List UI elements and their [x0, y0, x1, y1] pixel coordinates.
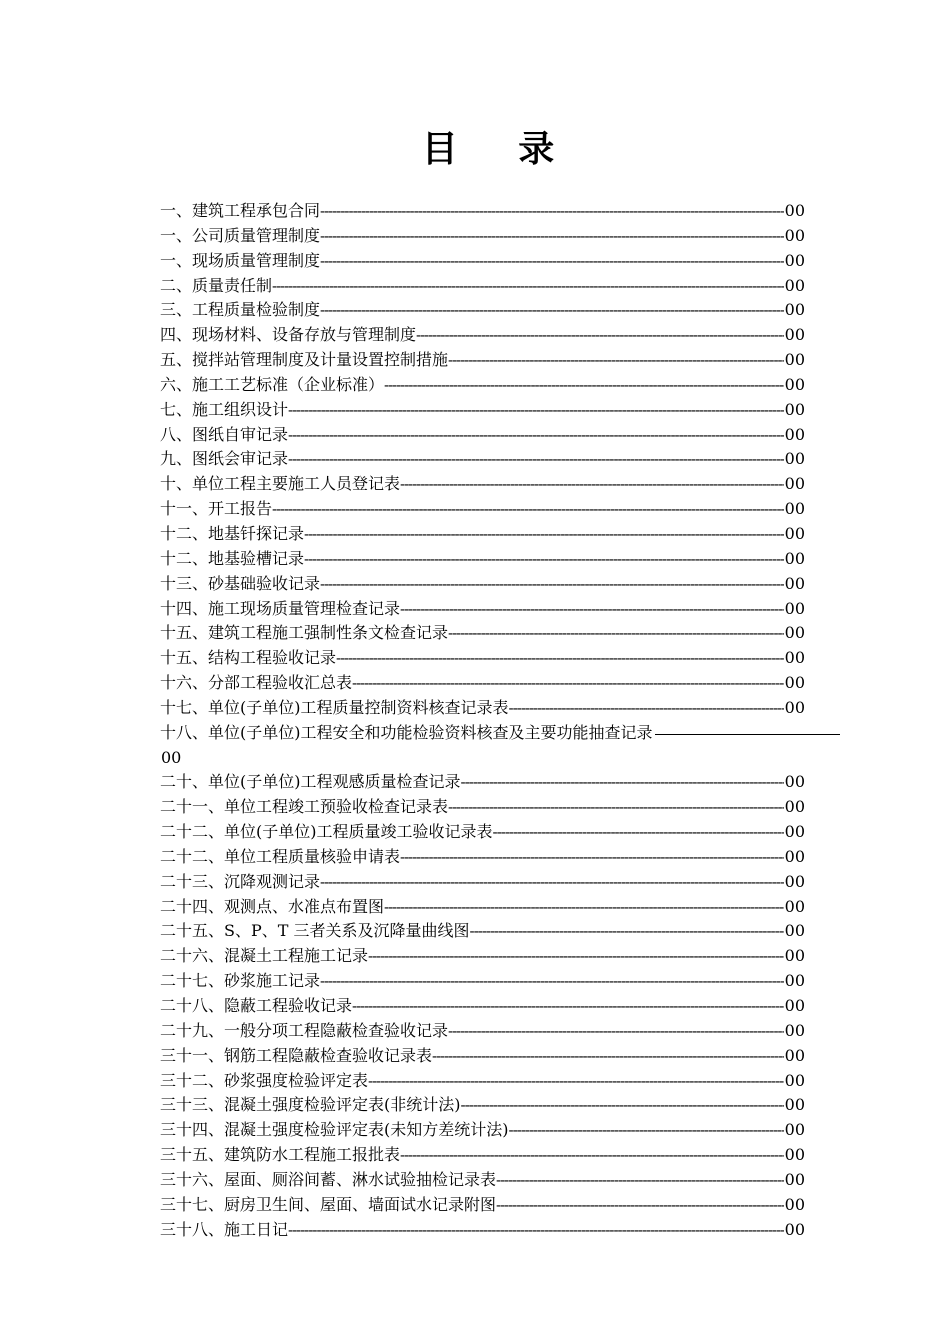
toc-entry-label: 二十一、单位工程竣工预验收检查记录表 [160, 797, 449, 817]
toc-entry [160, 348, 805, 373]
toc-entry-label: 三十二、砂浆强度检验评定表 [160, 1070, 369, 1090]
toc-entry [160, 1218, 805, 1243]
toc-entry-page: 00 [784, 846, 805, 866]
toc-entry-label: 二十七、砂浆施工记录 [160, 971, 321, 991]
toc-entry [160, 373, 805, 398]
toc-entry-page: 00 [784, 1095, 805, 1115]
toc-leader-dots [493, 820, 784, 845]
toc-entry-label: 十五、结构工程验收记录 [160, 648, 337, 668]
toc-entry [160, 323, 805, 348]
toc-entry-page: 00 [784, 350, 805, 370]
toc-entry [160, 1193, 805, 1218]
toc-leader-dots [461, 770, 784, 795]
toc-entry [160, 547, 805, 572]
toc-entry-page: 00 [784, 996, 805, 1015]
toc-leader-dots [304, 547, 784, 572]
toc-entry [160, 895, 805, 920]
toc-entry-page: 00 [784, 896, 805, 916]
toc-entry [160, 994, 805, 1019]
toc-entry-page: 00 [784, 499, 805, 519]
toc-entry [160, 1143, 805, 1168]
toc-entry [160, 597, 805, 622]
toc-leader-dots [288, 398, 784, 423]
toc-leader-dots [272, 497, 784, 522]
toc-entry-page: 00 [784, 648, 805, 668]
toc-entry-label: 三十八、施工日记 [160, 1219, 289, 1239]
toc-leader-dots [496, 1193, 784, 1218]
toc-entry-page: 00 [161, 747, 182, 767]
toc-leader-dots [400, 845, 784, 870]
toc-leader-dots [384, 895, 784, 920]
toc-leader-dots [320, 969, 784, 994]
toc-entry-label: 六、施工工艺标准（企业标准） [160, 374, 385, 394]
toc-entry-label: 一、建筑工程承包合同 [160, 201, 321, 220]
toc-entry [160, 969, 805, 994]
toc-entry [160, 820, 805, 845]
toc-entry [160, 398, 805, 423]
toc-leader-dots [448, 621, 784, 646]
toc-entry-page: 00 [784, 797, 805, 817]
toc-entry [160, 199, 805, 224]
toc-leader-dots [272, 274, 784, 299]
toc-entry-label: 三十七、厨房卫生间、屋面、墙面试水记录附图 [160, 1194, 497, 1214]
toc-entry-label: 三十五、建筑防水工程施工报批表 [160, 1145, 401, 1165]
toc-leader-dots [448, 795, 784, 820]
toc-leader-dots [368, 944, 784, 969]
toc-entry-label: 五、搅拌站管理制度及计量设置控制措施 [160, 350, 449, 370]
toc-entry-page: 00 [784, 523, 805, 543]
toc-leader-dots [400, 1143, 784, 1168]
toc-entry-label: 三十一、钢筋工程隐蔽检查验收记录表 [160, 1045, 433, 1065]
toc-entry-label: 三十三、混凝土强度检验评定表(非统计法) [160, 1095, 461, 1115]
toc-entry-page: 00 [784, 325, 805, 345]
toc-leader-dots [496, 1168, 784, 1193]
toc-entry-page: 00 [784, 474, 805, 494]
toc-entry [160, 919, 805, 944]
toc-entry [160, 1168, 805, 1193]
toc-entry-page: 00 [784, 946, 805, 966]
toc-leader-dots [320, 572, 784, 597]
toc-entry [160, 1019, 805, 1044]
toc-leader-dots [432, 1044, 784, 1069]
toc-entry-page: 00 [784, 300, 805, 320]
toc-leader-dots [352, 994, 784, 1019]
toc-entry-label: 三十六、屋面、厕浴间蓄、淋水试验抽检记录表 [160, 1169, 497, 1189]
toc-entry-page: 00 [784, 374, 805, 394]
toc-entry-label: 三、工程质量检验制度 [160, 300, 321, 320]
toc-entry-label: 九、图纸会审记录 [160, 449, 289, 469]
toc-entry-label: 二十六、混凝土工程施工记录 [160, 946, 369, 966]
toc-entry-page: 00 [784, 673, 805, 693]
toc-leader-dots [320, 224, 784, 249]
toc-entry-label: 八、图纸自审记录 [160, 424, 289, 444]
toc-leader-dots [509, 696, 784, 721]
toc-entry-page: 00 [784, 449, 805, 469]
toc-leader-dots [320, 199, 784, 224]
toc-entry-label: 十二、地基验槽记录 [160, 548, 305, 568]
toc-entry-page: 00 [784, 548, 805, 568]
toc-leader-line [655, 734, 841, 735]
toc-entry-page: 00 [784, 1020, 805, 1040]
toc-entry [160, 522, 805, 547]
toc-entry-label: 二十五、S、P、T 三者关系及沉降量曲线图 [160, 921, 470, 941]
toc-entry-page: 00 [784, 1045, 805, 1065]
toc-entry-label: 七、施工组织设计 [160, 399, 289, 419]
toc-entry-label: 一、公司质量管理制度 [160, 225, 321, 245]
toc-entry-label: 四、现场材料、设备存放与管理制度 [160, 325, 417, 345]
toc-entry-page: 00 [784, 1169, 805, 1189]
toc-entry [160, 1069, 805, 1094]
toc-entry [160, 696, 805, 721]
toc-entry-label: 二十四、观测点、水准点布置图 [160, 896, 385, 916]
toc-entry-label: 二十三、沉降观测记录 [160, 871, 321, 891]
toc-leader-dots [470, 919, 784, 944]
toc-entry-page: 00 [784, 573, 805, 593]
toc-leader-dots [320, 298, 784, 323]
toc-entry-label: 十、单位工程主要施工人员登记表 [160, 474, 401, 494]
toc-entry [160, 447, 805, 472]
toc-entry-page: 00 [784, 399, 805, 419]
toc-entry [160, 298, 805, 323]
toc-leader-dots [320, 870, 784, 895]
toc-entry [160, 497, 805, 522]
toc-entry [160, 572, 805, 597]
toc-entry-wrapped [160, 721, 805, 771]
toc-leader-dots [368, 1069, 784, 1094]
toc-leader-dots [304, 522, 784, 547]
page-title: 目 录 [421, 129, 579, 170]
toc-leader-dots [288, 1218, 784, 1243]
toc-entry-label: 十八、单位(子单位)工程安全和功能检验资料核查及主要功能抽查记录 [160, 722, 653, 742]
toc-entry-page: 00 [784, 225, 805, 245]
toc-entry-label: 二十、单位(子单位)工程观感质量检查记录 [160, 772, 461, 792]
toc-leader-dots [336, 646, 784, 671]
toc-entry [160, 1118, 805, 1143]
toc-entry-page: 00 [784, 697, 805, 717]
table-of-contents [160, 199, 805, 1242]
toc-leader-dots [509, 1118, 784, 1143]
toc-entry-label: 二十二、单位(子单位)工程质量竣工验收记录表 [160, 822, 493, 842]
toc-leader-dots [352, 671, 784, 696]
toc-entry-page: 00 [784, 201, 805, 220]
toc-entry-page: 00 [784, 1219, 805, 1239]
toc-entry-page: 00 [784, 921, 805, 941]
toc-entry-page: 00 [784, 1194, 805, 1214]
toc-entry-page: 00 [784, 1145, 805, 1165]
toc-entry-label: 十五、建筑工程施工强制性条文检查记录 [160, 623, 449, 643]
toc-entry-label: 二十九、一般分项工程隐蔽检查验收记录 [160, 1020, 449, 1040]
toc-entry [160, 274, 805, 299]
toc-leader-dots [461, 1093, 784, 1118]
toc-entry-label: 一、现场质量管理制度 [160, 250, 321, 270]
toc-entry-page: 00 [784, 250, 805, 270]
toc-leader-dots [288, 447, 784, 472]
toc-entry-label: 二、质量责任制 [160, 275, 273, 295]
toc-entry-label: 三十四、混凝土强度检验评定表(未知方差统计法) [160, 1120, 509, 1140]
toc-entry-page: 00 [784, 623, 805, 643]
toc-entry-page: 00 [784, 1120, 805, 1140]
toc-leader-dots [448, 1019, 784, 1044]
toc-leader-dots [400, 472, 784, 497]
toc-entry-label: 十三、砂基础验收记录 [160, 573, 321, 593]
toc-entry [160, 224, 805, 249]
toc-leader-dots [384, 373, 784, 398]
toc-entry [160, 770, 805, 795]
toc-entry [160, 249, 805, 274]
toc-entry [160, 646, 805, 671]
toc-entry-page: 00 [784, 822, 805, 842]
toc-entry [160, 671, 805, 696]
toc-entry [160, 845, 805, 870]
toc-leader-dots [448, 348, 784, 373]
toc-entry-page: 00 [784, 424, 805, 444]
toc-entry-label: 十四、施工现场质量管理检查记录 [160, 598, 401, 618]
toc-entry [160, 870, 805, 895]
toc-entry-label: 二十八、隐蔽工程验收记录 [160, 996, 353, 1015]
toc-entry-page: 00 [784, 772, 805, 792]
toc-entry [160, 472, 805, 497]
toc-leader-dots [320, 249, 784, 274]
toc-entry-label: 十一、开工报告 [160, 499, 273, 519]
toc-entry-page: 00 [784, 1070, 805, 1090]
toc-entry [160, 1093, 805, 1118]
toc-entry-label: 十七、单位(子单位)工程质量控制资料核查记录表 [160, 697, 509, 717]
toc-leader-dots [416, 323, 784, 348]
toc-entry [160, 621, 805, 646]
toc-entry [160, 795, 805, 820]
toc-entry-label: 十二、地基钎探记录 [160, 523, 305, 543]
toc-leader-dots [288, 423, 784, 448]
toc-entry [160, 1044, 805, 1069]
toc-entry [160, 944, 805, 969]
toc-entry-page: 00 [784, 871, 805, 891]
toc-entry-label: 二十二、单位工程质量核验申请表 [160, 846, 401, 866]
toc-entry-page: 00 [784, 275, 805, 295]
toc-entry-page: 00 [784, 598, 805, 618]
toc-entry [160, 423, 805, 448]
toc-entry-label: 十六、分部工程验收汇总表 [160, 673, 353, 693]
toc-leader-dots [400, 597, 784, 622]
toc-entry-page: 00 [784, 971, 805, 991]
